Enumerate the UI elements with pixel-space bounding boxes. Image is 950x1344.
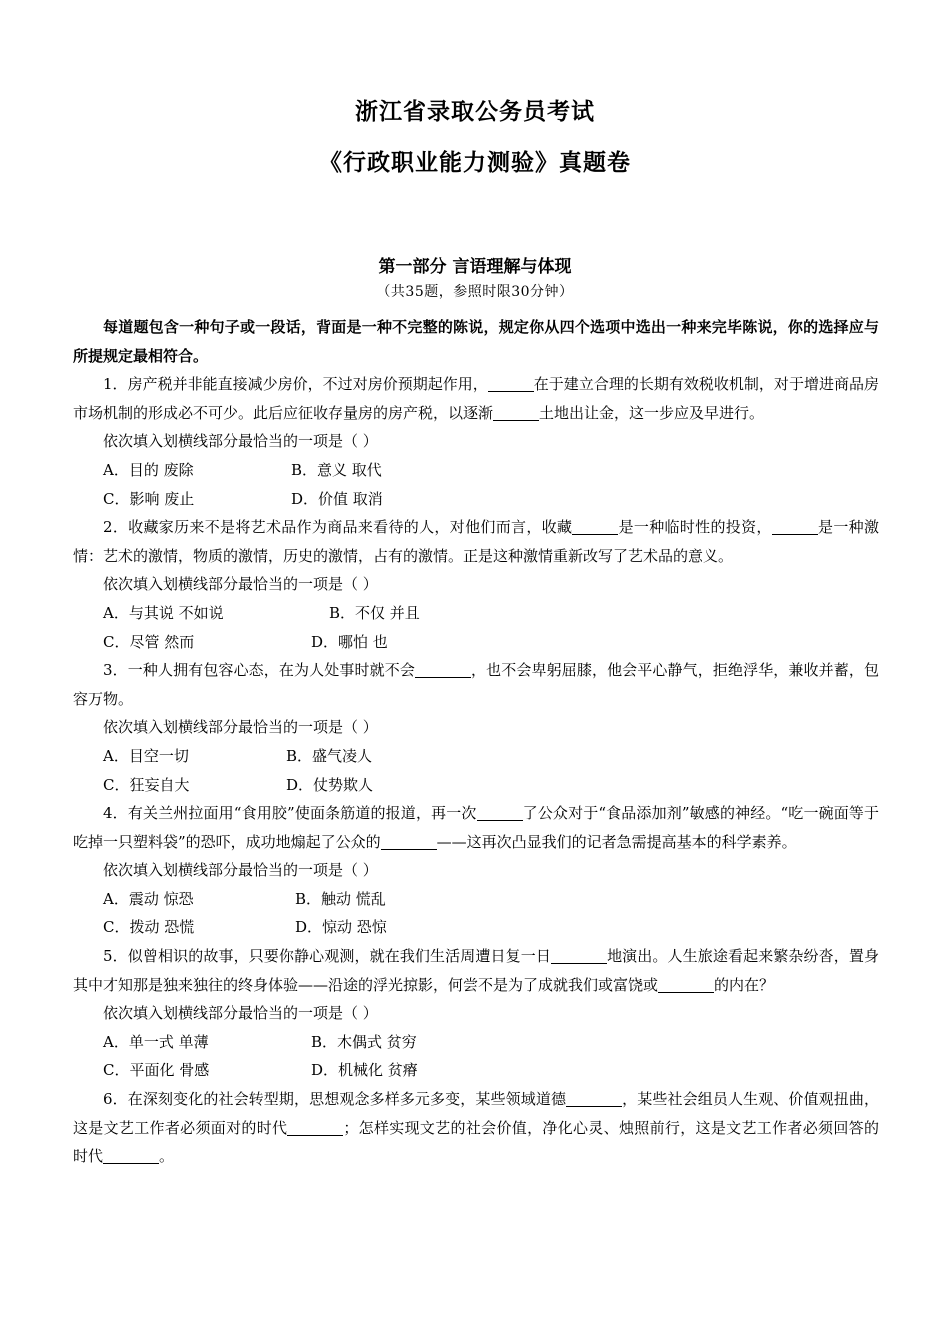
question-number: 1． (103, 375, 128, 394)
option-a[interactable]: A．震动 惊恐 (103, 889, 194, 908)
answer-blank[interactable] (477, 805, 523, 821)
option-b[interactable]: B．盛气凌人 (286, 746, 373, 765)
question-6 (73, 1085, 879, 1171)
options-row (73, 599, 879, 628)
question-1 (73, 370, 879, 427)
options-row (73, 485, 879, 514)
exam-title-line2: 《行政职业能力测验》真题卷 (319, 149, 631, 176)
question-text: 有关兰州拉面用“食用胶”使面条筋道的报道，再一次 (127, 804, 477, 823)
option-c[interactable]: C．拨动 恐慌 (103, 918, 195, 937)
option-c[interactable]: C．尽管 然而 (103, 632, 195, 651)
option-d[interactable]: D．哪怕 也 (311, 632, 388, 651)
answer-blank[interactable] (566, 1091, 622, 1107)
question-text: 。 (159, 1147, 175, 1166)
question-5 (73, 942, 879, 999)
question-text: ——这再次凸显我们的记者急需提高基本的科学素养。 (436, 832, 797, 851)
question-text: ，某些社会组员人生观、价值观扭曲，这是文艺工作者必须面对的时代 (73, 1090, 879, 1137)
instructions: 每道题包含一种句子或一段话，背面是一种不完整的陈说，规定你从四个选项中选出一种来完毕陈说，你的选择应与所提规定最相符合。 (73, 318, 879, 365)
option-a[interactable]: A．目空一切 (103, 746, 189, 765)
question-prompt: 依次填入划横线部分最恰当的一项是（ ） (103, 1004, 378, 1023)
option-b[interactable]: B．木偶式 贫穷 (311, 1032, 417, 1051)
option-c[interactable]: C．平面化 骨感 (103, 1061, 210, 1080)
option-b[interactable]: B．意义 取代 (291, 460, 382, 479)
answer-blank[interactable] (572, 519, 618, 535)
question-number: 4． (103, 804, 128, 823)
question-number: 5． (103, 947, 128, 966)
question-text: 房产税并非能直接减少房价，不过对房价预期起作用， (127, 375, 488, 394)
option-b[interactable]: B．不仅 并且 (329, 603, 420, 622)
question-number: 6． (103, 1090, 128, 1109)
question-prompt: 依次填入划横线部分最恰当的一项是（ ） (103, 432, 378, 451)
option-c[interactable]: C．狂妄自大 (103, 775, 190, 794)
option-a[interactable]: A．与其说 不如说 (103, 603, 224, 622)
answer-blank[interactable] (551, 948, 607, 964)
question-text: 一种人拥有包容心态，在为人处事时就不会 (127, 661, 415, 680)
answer-blank[interactable] (103, 1148, 159, 1164)
question-text: 地演出。人生旅途看起来繁杂纷沓，置身其中才知那是独来独往的终身体验——沿途的浮光掠影，何尝不是为了成就我们或富饶或 (73, 947, 879, 994)
question-2 (73, 513, 879, 570)
option-d[interactable]: D．惊动 恐惊 (295, 918, 387, 937)
exam-body (73, 313, 879, 1171)
section-note: （共35题，参照时限30分钟） (376, 284, 574, 300)
options-row (73, 913, 879, 942)
question-prompt: 依次填入划横线部分最恰当的一项是（ ） (103, 575, 378, 594)
option-a[interactable]: A．目的 废除 (103, 460, 194, 479)
option-c[interactable]: C．影响 废止 (103, 489, 195, 508)
question-text: 的内在？ (714, 975, 775, 994)
answer-blank[interactable] (488, 376, 534, 392)
option-b[interactable]: B．触动 慌乱 (295, 889, 386, 908)
options-row (73, 1028, 879, 1057)
answer-blank[interactable] (381, 834, 437, 850)
question-text: 土地出让金，这一步应及早进行。 (539, 403, 765, 422)
question-text: ；怎样实现文艺的社会价值，净化心灵、烛照前行，这是文艺工作者必须回答的时代 (73, 1118, 879, 1166)
section-title: 第一部分 言语理解与体现 (378, 257, 572, 277)
option-d[interactable]: D．价值 取消 (291, 489, 383, 508)
question-text: ，也不会卑躬屈膝，他会平心静气，拒绝浮华，兼收并蓄，包容万物。 (73, 661, 879, 708)
question-text: 了公众对于“食品添加剂”敏感的神经。“吃一碗面等于吃掉一只塑料袋”的恐吓，成功地煽起了公众的 (73, 804, 880, 851)
options-row (73, 885, 879, 914)
question-text: 是一种激情：艺术的激情，物质的激情，历史的激情，占有的激情。正是这种激情重新改写了艺术品的意义。 (73, 518, 879, 565)
question-text: 在深刻变化的社会转型期，思想观念多样多元多变，某些领域道德 (127, 1090, 567, 1109)
question-text: 是一种临时性的投资， (618, 518, 772, 537)
question-prompt: 依次填入划横线部分最恰当的一项是（ ） (103, 718, 378, 737)
question-text: 收藏家历来不是将艺术品作为商品来看待的人，对他们而言，收藏 (128, 518, 573, 537)
question-number: 3． (103, 661, 128, 680)
option-d[interactable]: D．仗势欺人 (286, 775, 374, 794)
question-number: 2． (103, 518, 129, 537)
answer-blank[interactable] (287, 1120, 343, 1136)
question-text: 在于建立合理的长期有效税收机制，对于增进商品房市场机制的形成必不可少。此后应征收存量房的房产税，以逐渐 (73, 375, 879, 422)
question-3 (73, 656, 879, 713)
answer-blank[interactable] (493, 405, 539, 421)
options-row (73, 742, 879, 771)
option-a[interactable]: A．单一式 单薄 (103, 1032, 209, 1051)
exam-title-line1: 浙江省录取公务员考试 (355, 98, 595, 125)
options-row (73, 456, 879, 485)
question-4 (73, 799, 879, 856)
options-row (73, 628, 879, 657)
answer-blank[interactable] (415, 662, 471, 678)
question-text: 似曾相识的故事，只要你静心观测，就在我们生活周遭日复一日 (127, 947, 551, 966)
options-row (73, 771, 879, 800)
option-d[interactable]: D．机械化 贫瘠 (311, 1061, 418, 1080)
question-prompt: 依次填入划横线部分最恰当的一项是（ ） (103, 861, 378, 880)
answer-blank[interactable] (772, 519, 818, 535)
options-row (73, 1056, 879, 1085)
answer-blank[interactable] (658, 977, 714, 993)
